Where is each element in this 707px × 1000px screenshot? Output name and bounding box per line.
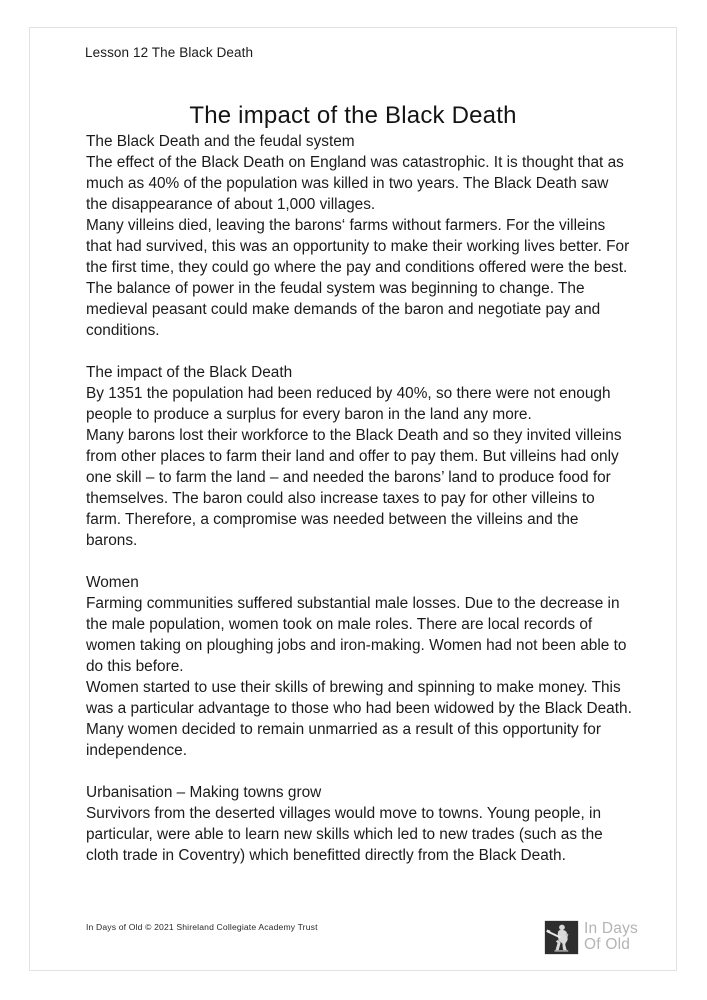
paragraph: The effect of the Black Death on England was catastrophic. It is thought that as much as 40% of the population was killed in two years. The Black Death saw the disappearance of about 1,000 villages. xyxy=(86,154,624,213)
logo-wordmark xyxy=(584,921,638,955)
section-urbanisation xyxy=(86,782,632,866)
logo-line-2: Of Old xyxy=(584,935,631,953)
section-heading: The impact of the Black Death xyxy=(86,364,293,381)
section-women xyxy=(86,572,632,761)
paragraph: Women started to use their skills of brewing and spinning to make money. This was a particular advantage to those who had been widowed by the Black Death. xyxy=(86,679,632,717)
section-heading: Women xyxy=(86,574,139,591)
copyright-notice: In Days of Old © 2021 Shireland Collegiate Academy Trust xyxy=(86,922,318,932)
lesson-label: Lesson 12 The Black Death xyxy=(85,45,254,60)
paragraph: Farming communities suffered substantial male losses. Due to the decrease in the male population, women took on male roles. There are local records of women taking on ploughing jobs and iron-making. Women had not been able to do this before. xyxy=(86,595,627,675)
paragraph: Many barons lost their workforce to the Black Death and so they invited villeins from other places to farm their land and offer to pay them. But villeins had only one skill – to farm the land – and needed the barons’ land to produce food for themselves. The baron could also increase taxes to pay for other villeins to farm. Therefore, a compromise was needed between the villeins and the barons. xyxy=(86,427,622,549)
paragraph: Many villeins died, leaving the barons‘ farms without farmers. For the villeins that had survived, this was an opportunity to make their working lives better. For the first time, they could go where the pay and conditions offered were the best. The balance of power in the feudal system was beginning to change. The medieval peasant could make demands of the baron and negotiate pay and conditions. xyxy=(86,217,630,339)
paragraph: Survivors from the deserted villages would move to towns. Young people, in particular, were able to learn new skills which led to new trades (such as the cloth trade in Coventry) which benefitted directly from the Black Death. xyxy=(86,805,603,864)
page-content xyxy=(30,28,676,970)
section-heading: Urbanisation – Making towns grow xyxy=(86,784,322,801)
logo-line-1: In Days xyxy=(584,919,638,937)
page-title: The impact of the Black Death xyxy=(189,102,517,130)
document-body xyxy=(86,131,632,866)
section-feudal-system xyxy=(86,131,632,341)
paragraph: By 1351 the population had been reduced by 40%, so there were not enough people to produce a surplus for every baron in the land any more. xyxy=(86,385,611,423)
brand-logo xyxy=(543,919,638,956)
document-page xyxy=(29,27,677,971)
paragraph: Many women decided to remain unmarried as a result of this opportunity for independence. xyxy=(86,721,601,759)
section-heading: The Black Death and the feudal system xyxy=(86,133,355,150)
knight-silhouette-icon xyxy=(543,919,580,956)
section-impact xyxy=(86,362,632,551)
